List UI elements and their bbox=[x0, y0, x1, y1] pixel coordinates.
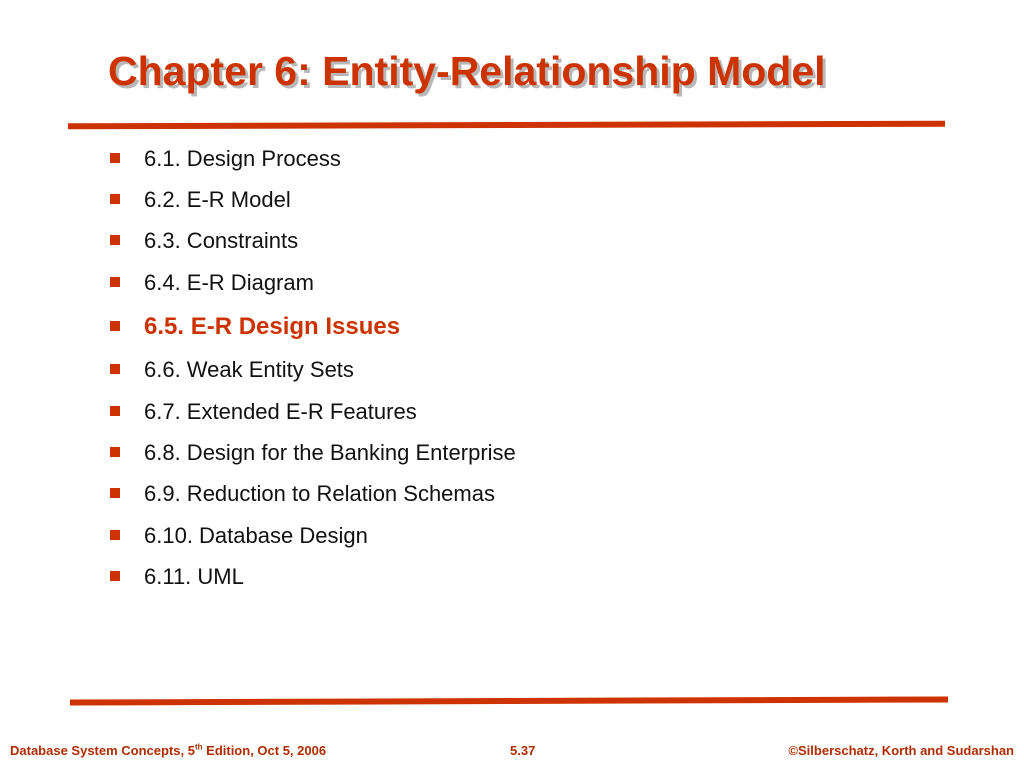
outline-item-label: 6.2. E-R Model bbox=[144, 187, 291, 213]
footer-book-prefix: Database System Concepts, 5 bbox=[10, 743, 195, 758]
outline-item-label: 6.9. Reduction to Relation Schemas bbox=[144, 481, 495, 507]
outline-item bbox=[108, 432, 516, 473]
square-bullet-icon bbox=[110, 571, 120, 581]
footer-book-info bbox=[10, 743, 326, 758]
outline-item-current bbox=[108, 304, 516, 350]
square-bullet-icon bbox=[110, 235, 120, 245]
outline-item bbox=[108, 391, 516, 432]
outline-item bbox=[108, 138, 516, 179]
outline-item bbox=[108, 350, 516, 391]
outline-item-label: 6.4. E-R Diagram bbox=[144, 269, 314, 295]
outline-item bbox=[108, 557, 516, 598]
outline-item bbox=[108, 179, 516, 220]
outline-item bbox=[108, 221, 516, 262]
title-divider bbox=[68, 121, 945, 130]
slide-title: Chapter 6: Entity-Relationship Model bbox=[108, 48, 826, 94]
footer-copyright: ©Silberschatz, Korth and Sudarshan bbox=[788, 743, 1014, 758]
footer-book-suffix: Edition, Oct 5, 2006 bbox=[202, 743, 327, 758]
footer-divider bbox=[70, 696, 948, 705]
outline-item-label: 6.10. Database Design bbox=[144, 522, 368, 548]
outline-item-label: 6.11. UML bbox=[144, 564, 244, 590]
chapter-outline bbox=[108, 138, 516, 598]
square-bullet-icon bbox=[110, 321, 120, 331]
outline-item bbox=[108, 474, 516, 515]
square-bullet-icon bbox=[110, 153, 120, 163]
slide-number: 5.37 bbox=[510, 743, 536, 758]
square-bullet-icon bbox=[110, 406, 120, 416]
outline-item-label: 6.7. Extended E-R Features bbox=[144, 398, 417, 424]
square-bullet-icon bbox=[110, 277, 120, 287]
outline-item-label: 6.5. E-R Design Issues bbox=[144, 312, 401, 340]
square-bullet-icon bbox=[110, 447, 120, 457]
footer-edition-sup: th bbox=[194, 742, 203, 752]
square-bullet-icon bbox=[110, 530, 120, 540]
square-bullet-icon bbox=[110, 194, 120, 204]
outline-item bbox=[108, 262, 516, 303]
outline-item-label: 6.3. Constraints bbox=[144, 228, 299, 254]
outline-item bbox=[108, 515, 516, 556]
square-bullet-icon bbox=[110, 488, 120, 498]
outline-item-label: 6.6. Weak Entity Sets bbox=[144, 357, 354, 383]
square-bullet-icon bbox=[110, 364, 120, 374]
outline-item-label: 6.1. Design Process bbox=[144, 145, 341, 171]
outline-item-label: 6.8. Design for the Banking Enterprise bbox=[144, 440, 516, 466]
